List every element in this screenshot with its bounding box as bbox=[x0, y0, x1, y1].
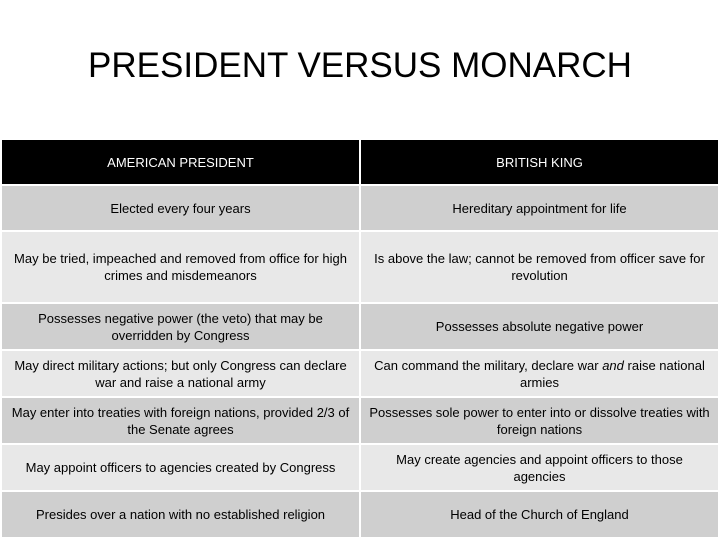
table-row bbox=[1, 350, 719, 397]
table-row bbox=[1, 444, 719, 491]
table-row bbox=[1, 185, 719, 231]
king-cell: Hereditary appointment for life bbox=[360, 185, 719, 231]
president-cell: Elected every four years bbox=[1, 185, 360, 231]
king-cell: Is above the law; cannot be removed from officer save for revolution bbox=[360, 231, 719, 303]
table-row bbox=[1, 303, 719, 350]
king-cell-emphasis: and bbox=[602, 357, 624, 373]
king-cell: Possesses sole power to enter into or dissolve treaties with foreign nations bbox=[360, 397, 719, 444]
president-cell: May direct military actions; but only Congress can declare war and raise a national army bbox=[1, 350, 360, 397]
comparison-table bbox=[0, 138, 720, 539]
table-header-row bbox=[1, 139, 719, 185]
king-cell: Head of the Church of England bbox=[360, 491, 719, 538]
king-cell: May create agencies and appoint officers to those agencies bbox=[360, 444, 719, 491]
slide-title: PRESIDENT VERSUS MONARCH bbox=[88, 46, 632, 85]
president-cell: Presides over a nation with no established religion bbox=[1, 491, 360, 538]
president-cell: Possesses negative power (the veto) that may be overridden by Congress bbox=[1, 303, 360, 350]
president-cell: May be tried, impeached and removed from office for high crimes and misdemeanors bbox=[1, 231, 360, 303]
table-row bbox=[1, 231, 719, 303]
king-cell-text-start: Can command the military, declare war bbox=[374, 357, 603, 373]
president-cell: May enter into treaties with foreign nations, provided 2/3 of the Senate agrees bbox=[1, 397, 360, 444]
king-cell-text-end: raise national armies bbox=[519, 357, 705, 390]
header-british-king: BRITISH KING bbox=[360, 139, 719, 185]
president-cell: May appoint officers to agencies created by Congress bbox=[1, 444, 360, 491]
table-row bbox=[1, 397, 719, 444]
header-american-president: AMERICAN PRESIDENT bbox=[1, 139, 360, 185]
table-row bbox=[1, 491, 719, 538]
king-cell: Possesses absolute negative power bbox=[360, 303, 719, 350]
king-cell bbox=[360, 350, 719, 397]
